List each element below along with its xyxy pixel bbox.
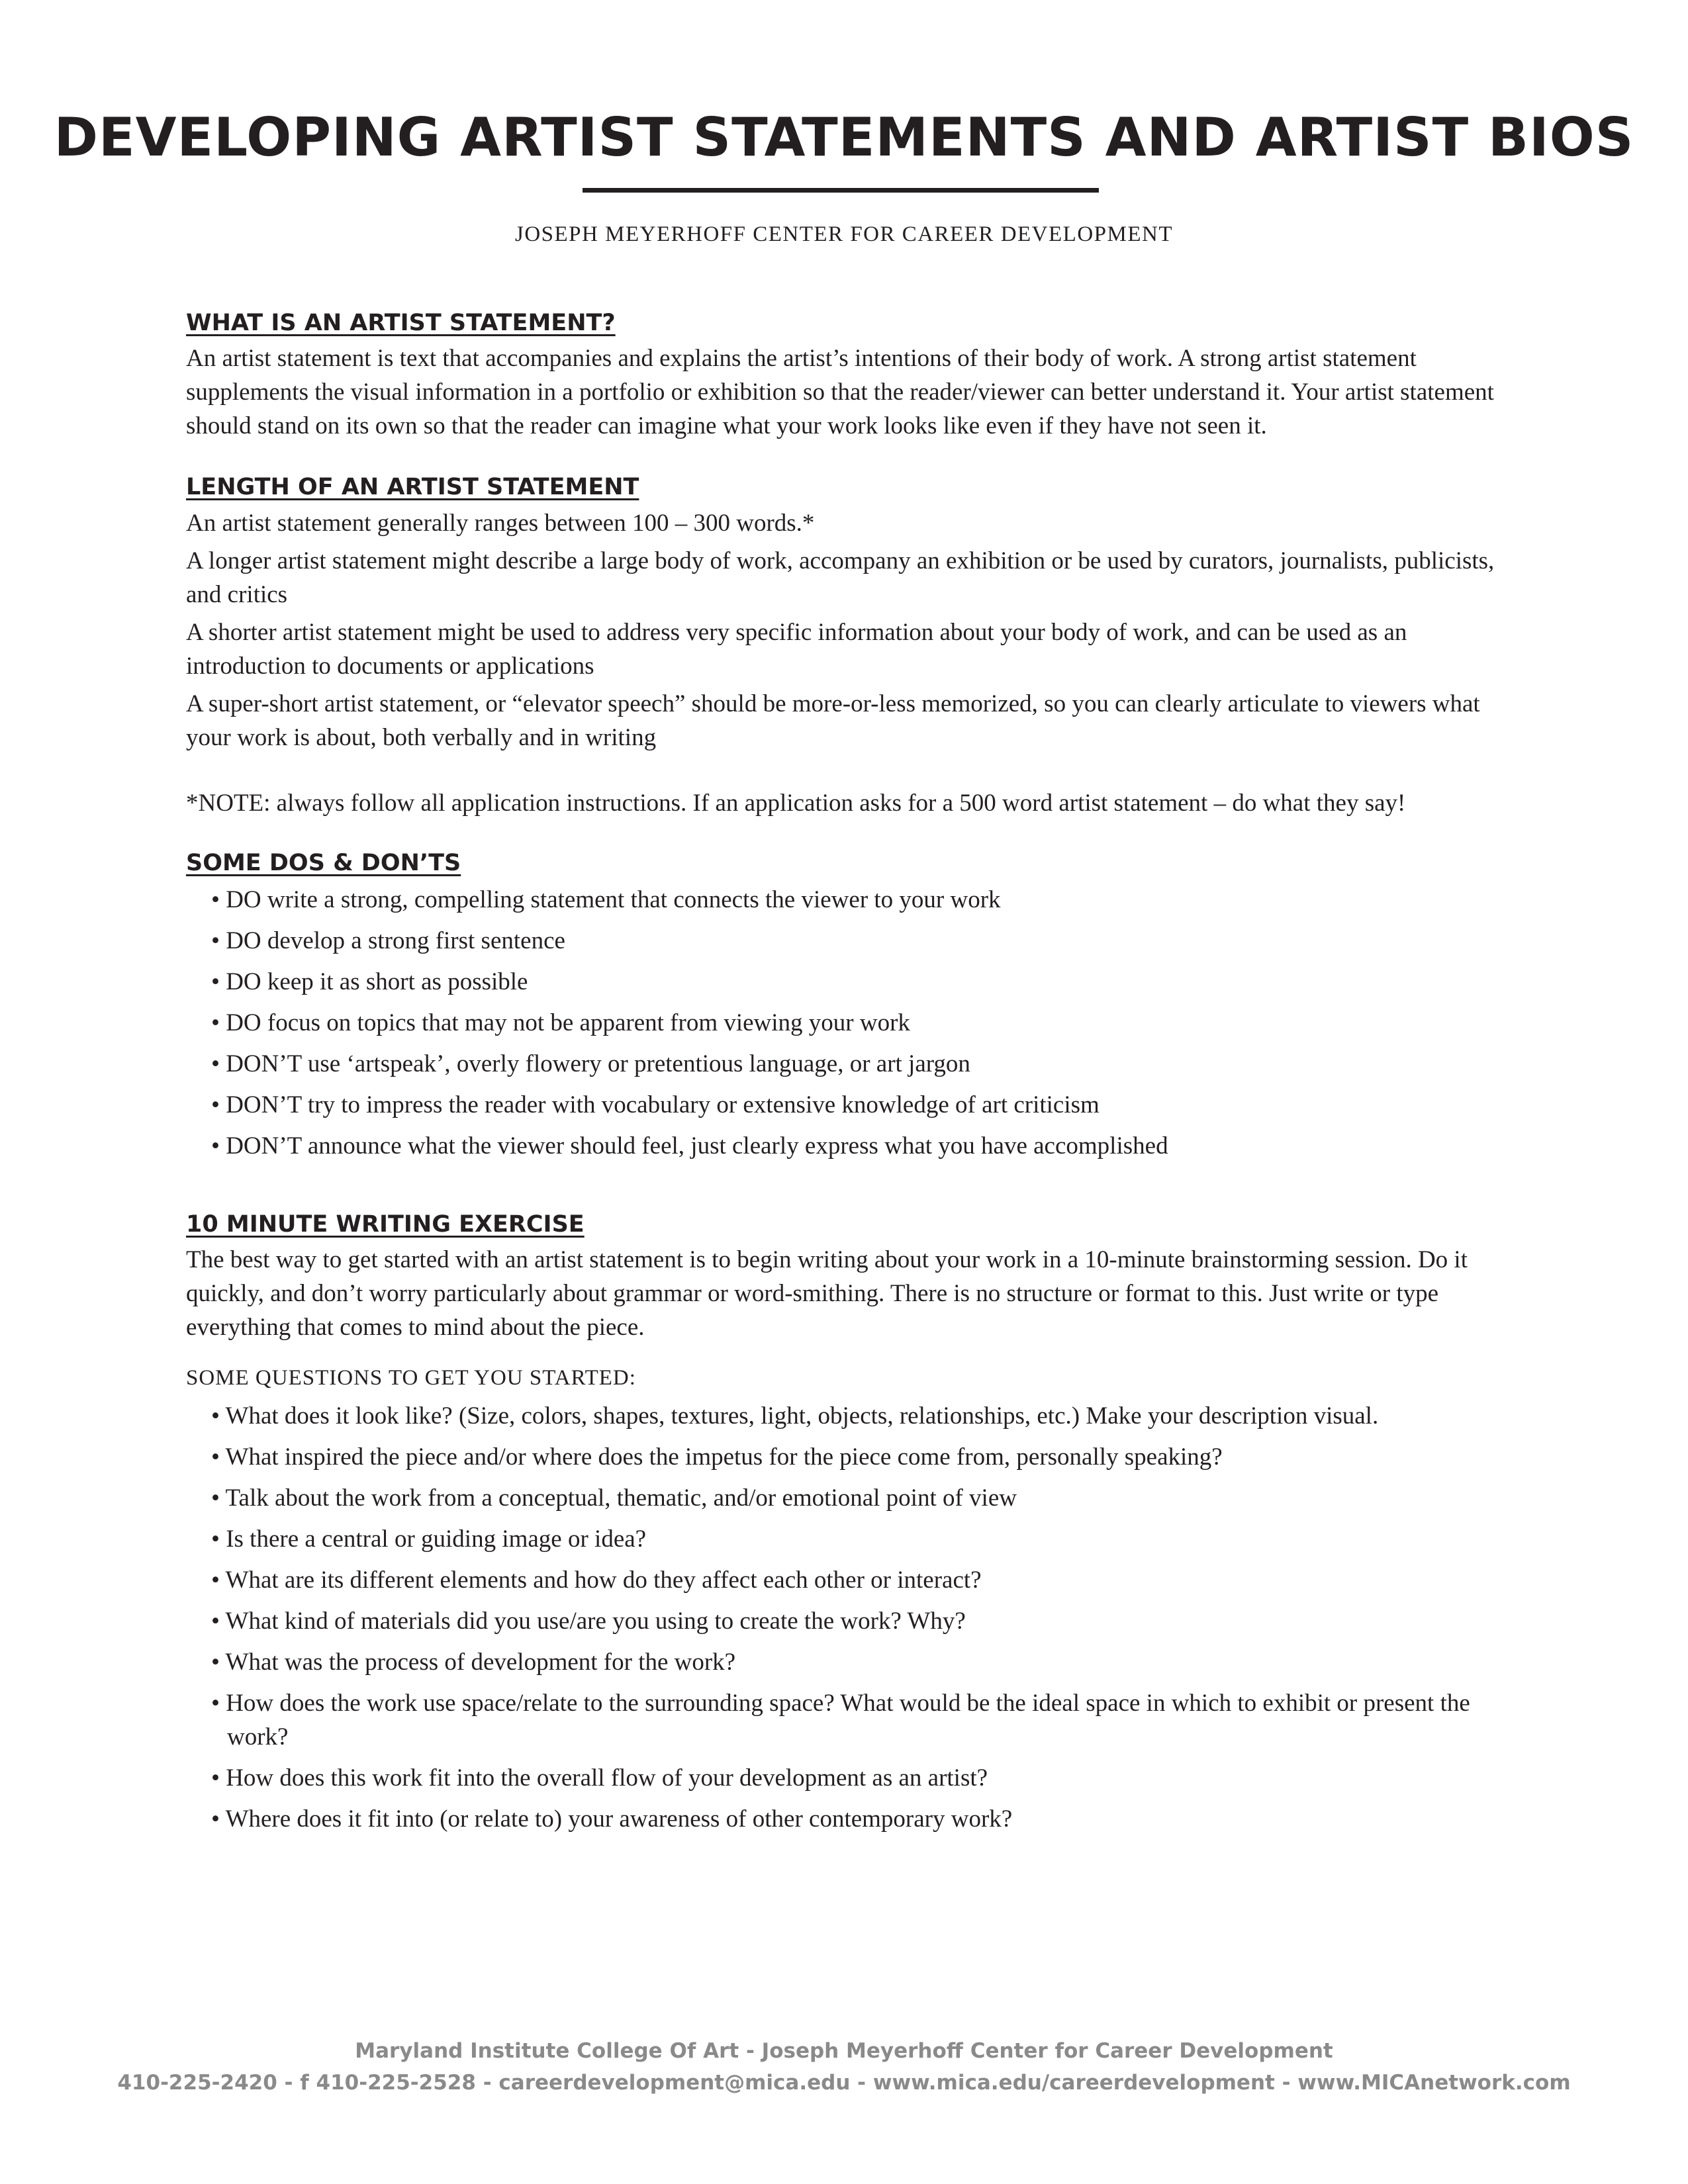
section-paragraph: An artist statement generally ranges between 100 – 300 words.* xyxy=(186,509,815,537)
section-heading-writing-exercise: 10 MINUTE WRITING EXERCISE xyxy=(186,1210,585,1238)
list-item: • DON’T use ‘artspeak’, overly flowery or pretentious language, or art jargon xyxy=(211,1050,970,1077)
section-paragraph: A longer artist statement might describe a large body of work, accompany an exhibition or be used by curators, journalists, publicists, and critics xyxy=(186,547,1495,608)
section-heading-what-is: WHAT IS AN ARTIST STATEMENT? xyxy=(186,310,616,336)
questions-subheading: SOME QUESTIONS TO GET YOU STARTED: xyxy=(186,1366,636,1390)
list-item: • What inspired the piece and/or where does the impetus for the piece come from, personally speaking? xyxy=(211,1443,1223,1471)
section-heading-length: LENGTH OF AN ARTIST STATEMENT xyxy=(186,474,639,501)
document-body xyxy=(186,308,1510,1836)
list-item: • What was the process of development for the work? xyxy=(211,1648,736,1676)
list-item: • How does the work use space/relate to the surrounding space? What would be the ideal space in which to exhibit or present the work? xyxy=(211,1689,1470,1751)
list-item: • DO develop a strong first sentence xyxy=(211,927,565,954)
list-item: • Talk about the work from a conceptual, thematic, and/or emotional point of view xyxy=(211,1484,1017,1512)
list-item: • Where does it fit into (or relate to) your awareness of other contemporary work? xyxy=(211,1805,1013,1833)
list-item: • What are its different elements and how do they affect each other or interact? xyxy=(211,1566,982,1594)
footer-institution: Maryland Institute College Of Art - Joseph Meyerhoff Center for Career Development xyxy=(355,2039,1333,2063)
footer-contact: 410-225-2420 - f 410-225-2528 - careerdevelopment@mica.edu - www.mica.edu/careerdevelopment - www.MICAnetwork.com xyxy=(117,2071,1571,2095)
document-title: DEVELOPING ARTIST STATEMENTS AND ARTIST BIOS xyxy=(54,107,1634,168)
section-paragraph: A shorter artist statement might be used to address very specific information about your body of work, and can be used as an introduction to documents or applications xyxy=(186,618,1407,680)
list-item: • What does it look like? (Size, colors, shapes, textures, light, objects, relationships, etc.) Make your description visual. xyxy=(211,1402,1379,1430)
list-item: • DO keep it as short as possible xyxy=(211,968,528,995)
list-item: • How does this work fit into the overall flow of your development as an artist? xyxy=(211,1764,988,1792)
section-heading-dos-donts: SOME DOS & DON’TS xyxy=(186,849,461,876)
section-paragraph: A super-short artist statement, or “elevator speech” should be more-or-less memorized, so you can clearly articulate to viewers what your work is about, both verbally and in writing xyxy=(186,690,1480,751)
list-item: • DON’T try to impress the reader with vocabulary or extensive knowledge of art criticism xyxy=(211,1091,1100,1118)
list-item: • Is there a central or guiding image or idea? xyxy=(211,1525,647,1553)
document-subtitle: JOSEPH MEYERHOFF CENTER FOR CAREER DEVELOPMENT xyxy=(515,222,1173,246)
list-item: • DO write a strong, compelling statement that connects the viewer to your work xyxy=(211,886,1001,913)
list-item: • DO focus on topics that may not be apparent from viewing your work xyxy=(211,1009,910,1036)
list-item: • What kind of materials did you use/are you using to create the work? Why? xyxy=(211,1607,966,1635)
section-paragraph: The best way to get started with an artist statement is to begin writing about your work in a 10-minute brainstorming session. Do it quickly, and don’t worry particularly about grammar or word-smithing. There is no structure or format to this. Just write or type everything that comes to mind about the piece. xyxy=(186,1246,1468,1341)
title-divider xyxy=(583,188,1099,193)
list-item: • DON’T announce what the viewer should feel, just clearly express what you have accomplished xyxy=(211,1132,1168,1160)
note-paragraph: *NOTE: always follow all application instructions. If an application asks for a 500 word artist statement – do what they say! xyxy=(186,789,1406,817)
section-paragraph: An artist statement is text that accompanies and explains the artist’s intentions of their body of work. A strong artist statement supplements the visual information in a portfolio or exhibition so that the reader/viewer can better understand it. Your artist statement should stand on its own so that the reader can imagine what your work looks like even if they have not seen it. xyxy=(186,345,1494,440)
